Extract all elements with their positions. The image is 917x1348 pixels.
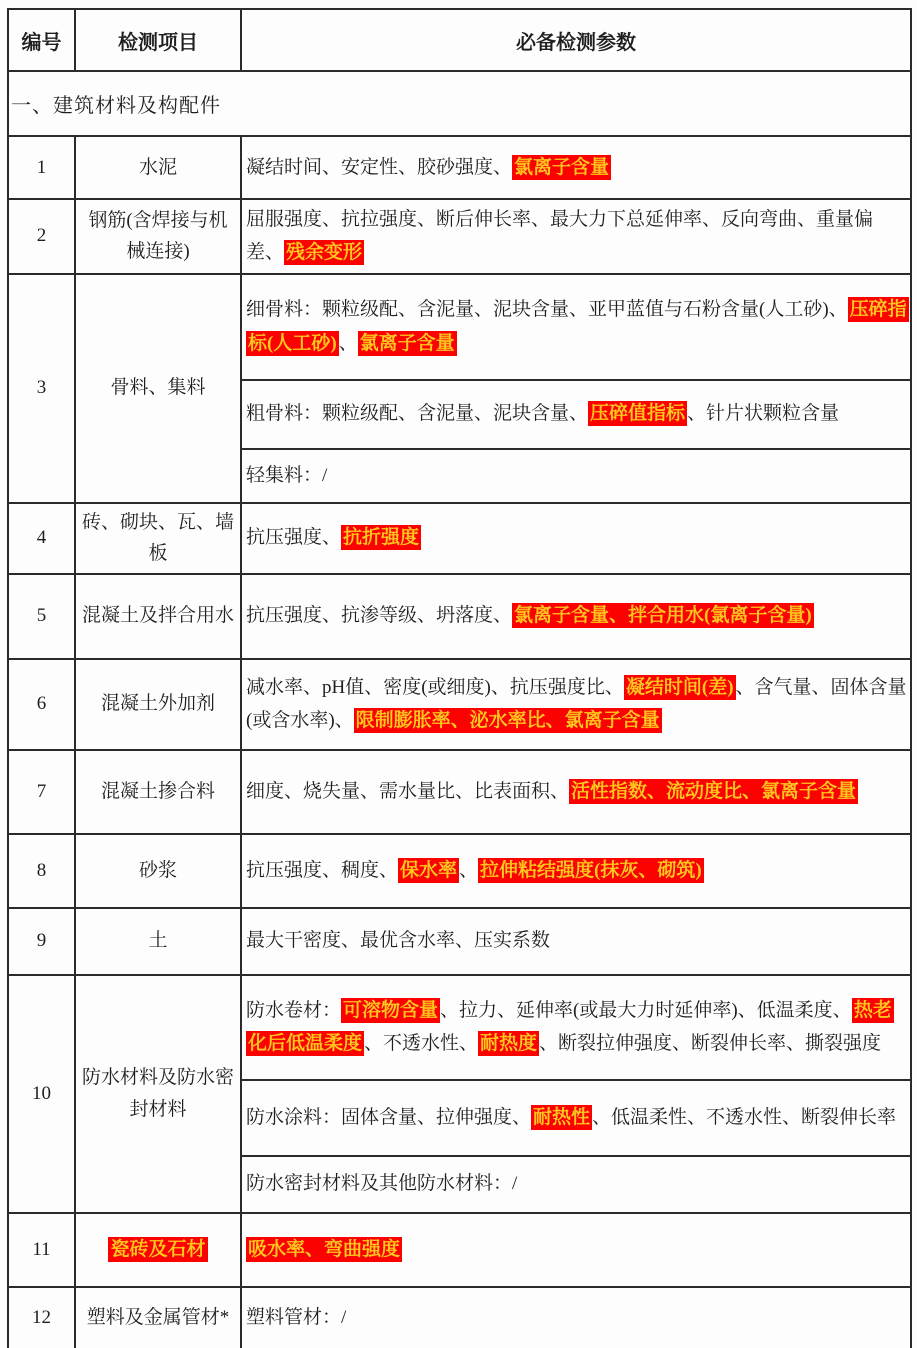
plain-text: 防水材料及防水密封材料 [81, 1067, 234, 1120]
test-params [241, 834, 911, 908]
row-number: 4 [8, 503, 75, 574]
row-number: 5 [8, 574, 75, 659]
highlighted-text: 可溶物含量 [343, 999, 439, 1021]
highlighted-text: 拉伸粘结强度(抹灰、砌筑) [480, 859, 702, 881]
test-item [75, 975, 241, 1213]
test-item [75, 503, 241, 574]
test-item [75, 574, 241, 659]
test-item [75, 274, 241, 503]
test-params-waterproof-membrane [241, 975, 911, 1080]
plain-text: 抗压强度、抗渗等级、坍落度、 [246, 605, 513, 627]
test-params [241, 1213, 911, 1287]
row-number: 3 [8, 274, 75, 503]
plain-text: 土 [148, 930, 168, 952]
test-item [75, 136, 241, 199]
plain-text: 细骨料：颗粒级配、含泥量、泥块含量、亚甲蓝值与石粉含量(人工砂)、 [246, 299, 848, 321]
row-number: 10 [8, 975, 75, 1213]
test-params [241, 503, 911, 574]
row-number: 6 [8, 659, 75, 750]
test-params-light-aggregate [241, 449, 911, 503]
plain-text: 最大干密度、最优含水率、压实系数 [246, 930, 551, 952]
row-number: 12 [8, 1287, 75, 1348]
plain-text: 塑料管材：/ [246, 1307, 347, 1329]
row-number: 7 [8, 750, 75, 834]
plain-text: 、针片状颗粒含量 [687, 403, 840, 425]
test-params [241, 136, 911, 199]
plain-text: 骨料、集料 [110, 377, 206, 399]
test-params-fine-aggregate [241, 274, 911, 380]
plain-text: 屈服强度、抗拉强度、断后伸长率、最大力下总延伸率、反向弯曲、重量偏差、 [246, 209, 874, 264]
plain-text: 、拉力、延伸率(或最大力时延伸率)、低温柔度、 [440, 999, 852, 1021]
row-number: 8 [8, 834, 75, 908]
plain-text: 防水密封材料及其他防水材料：/ [246, 1173, 518, 1195]
test-item [75, 908, 241, 975]
plain-text: 凝结时间、安定性、胶砂强度、 [246, 156, 513, 178]
row-number: 1 [8, 136, 75, 199]
highlighted-text: 残余变形 [286, 242, 363, 264]
plain-text: 轻集料：/ [246, 464, 328, 486]
test-item [75, 1213, 241, 1287]
table-row-10 [8, 975, 911, 1080]
highlighted-text: 耐热度 [480, 1033, 538, 1054]
row-number: 2 [8, 199, 75, 274]
highlighted-text: 氯离子含量、拌合用水(氯离子含量) [514, 605, 812, 627]
highlighted-text: 氯离子含量 [514, 156, 610, 178]
column-header-number: 编号 [8, 9, 75, 71]
plain-text: 混凝土掺合料 [100, 780, 215, 802]
plain-text: 、不透水性、 [364, 1033, 479, 1054]
plain-text: 减水率、pH值、密度(或细度)、抗压强度比、 [246, 676, 624, 698]
plain-text: 塑料及金属管材* [86, 1307, 230, 1329]
test-item [75, 659, 241, 750]
inspection-parameters-table [7, 8, 912, 1348]
test-item [75, 834, 241, 908]
test-params-sealing-material [241, 1156, 911, 1213]
test-params [241, 750, 911, 834]
table-row-5 [8, 574, 911, 659]
column-header-item: 检测项目 [75, 9, 241, 71]
plain-text: 砖、砌块、瓦、墙板 [81, 511, 234, 564]
plain-text: 、含气量、固体含量(或含水率)、 [246, 676, 907, 731]
section-title: 一、建筑材料及构配件 [8, 71, 911, 136]
plain-text: 抗压强度、 [246, 527, 342, 549]
test-params-waterproof-coating [241, 1080, 911, 1156]
plain-text: 、低温柔性、不透水性、断裂伸长率 [592, 1106, 897, 1128]
table-header-row [8, 9, 911, 71]
test-params [241, 199, 911, 274]
test-params-plastic-pipe [241, 1287, 911, 1348]
plain-text: 抗压强度、稠度、 [246, 859, 399, 881]
table-row-4 [8, 503, 911, 574]
highlighted-text: 压碎指标(人工砂) [248, 299, 907, 354]
table-row-6 [8, 659, 911, 750]
row-number: 11 [8, 1213, 75, 1287]
highlighted-text: 限制膨胀率、泌水率比、氯离子含量 [355, 710, 660, 731]
plain-text: 钢筋(含焊接与机械连接) [88, 209, 228, 263]
table-row-7 [8, 750, 911, 834]
highlighted-text: 瓷砖及石材 [110, 1238, 206, 1260]
plain-text: 细度、烧失量、需水量比、比表面积、 [246, 780, 570, 802]
highlighted-text: 活性指数、流动度比、氯离子含量 [571, 780, 857, 802]
highlighted-text: 抗折强度 [343, 527, 420, 549]
test-params [241, 574, 911, 659]
table-row-1 [8, 136, 911, 199]
test-item [75, 1287, 241, 1348]
plain-text: 水泥 [138, 156, 177, 178]
plain-text: 粗骨料：颗粒级配、含泥量、泥块含量、 [246, 403, 589, 425]
table-row-12 [8, 1287, 911, 1348]
highlighted-text: 热老化后低温柔度 [248, 999, 892, 1054]
test-params [241, 908, 911, 975]
plain-text: 混凝土外加剂 [100, 693, 215, 715]
plain-text: 、断裂拉伸强度、断裂伸长率、撕裂强度 [539, 1033, 882, 1054]
table-row-3 [8, 274, 911, 380]
highlighted-text: 吸水率、弯曲强度 [248, 1238, 401, 1260]
section-row [8, 71, 911, 136]
plain-text: 防水卷材： [246, 999, 342, 1021]
plain-text: 砂浆 [138, 859, 177, 881]
test-params-coarse-aggregate [241, 380, 911, 449]
table-row-8 [8, 834, 911, 908]
highlighted-text: 压碎值指标 [590, 403, 686, 425]
highlighted-text: 保水率 [400, 859, 458, 881]
table-row-9 [8, 908, 911, 975]
test-item [75, 750, 241, 834]
test-item [75, 199, 241, 274]
plain-text: 、 [459, 859, 479, 881]
row-number: 9 [8, 908, 75, 975]
highlighted-text: 氯离子含量 [359, 332, 455, 354]
column-header-params: 必备检测参数 [241, 9, 911, 71]
table-row-11 [8, 1213, 911, 1287]
highlighted-text: 耐热性 [533, 1106, 591, 1128]
test-params [241, 659, 911, 750]
highlighted-text: 凝结时间(差) [625, 676, 734, 698]
plain-text: 混凝土及拌合用水 [81, 605, 234, 627]
plain-text: 、 [338, 332, 358, 354]
plain-text: 防水涂料：固体含量、拉伸强度、 [246, 1106, 532, 1128]
table-row-2 [8, 199, 911, 274]
